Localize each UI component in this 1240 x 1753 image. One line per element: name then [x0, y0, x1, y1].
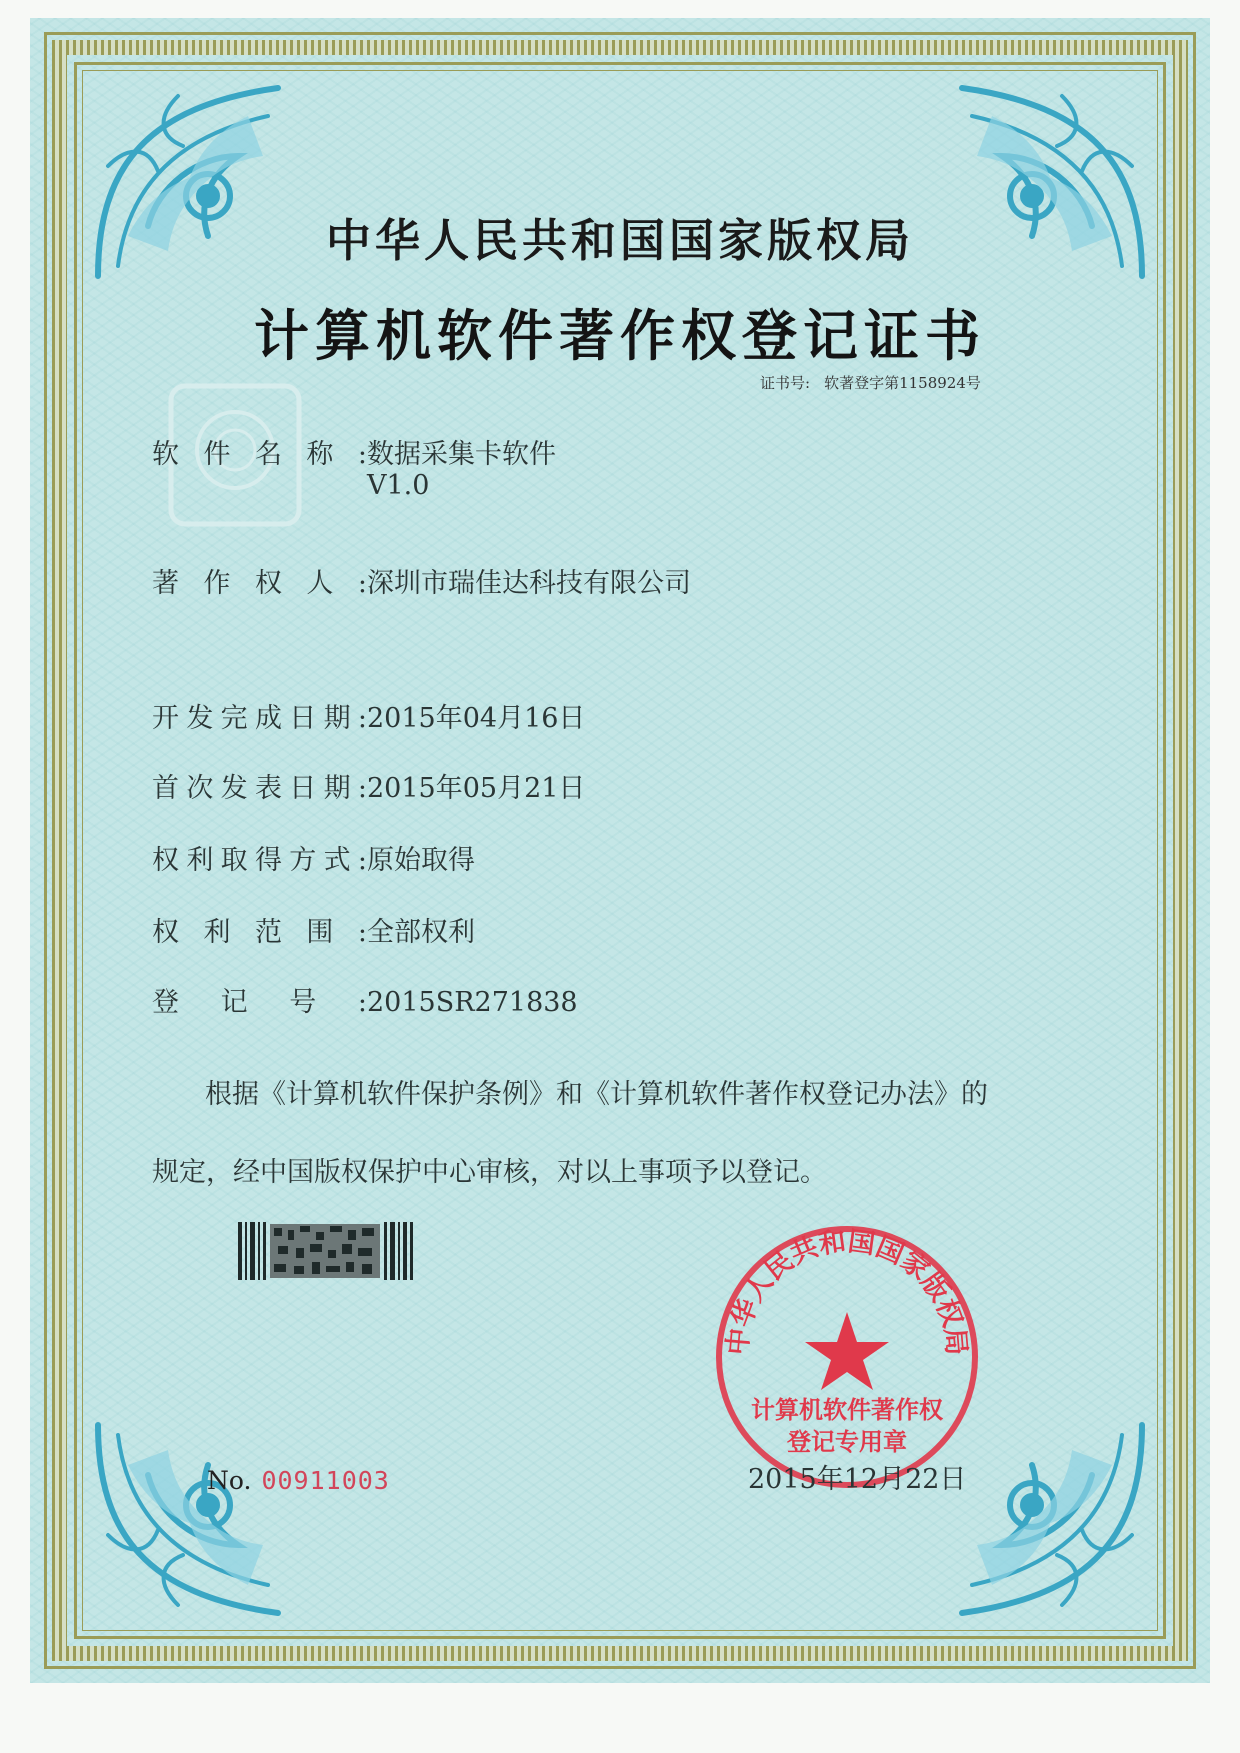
- field-label: 软件名称:: [152, 439, 367, 470]
- certificate-number: [760, 372, 981, 393]
- barcode-icon: [238, 1222, 413, 1280]
- field-reg-no: [152, 980, 578, 1019]
- corner-ornament-icon: [88, 1395, 318, 1625]
- statement-line-2: 规定，经中国版权保护中心审核，对以上事项予以登记。: [152, 1157, 827, 1188]
- field-value: 2015SR271838: [367, 987, 578, 1018]
- field-label: 登记号:: [152, 987, 367, 1018]
- certificate-number-label: 证书号:: [760, 374, 811, 392]
- field-label: 权利取得方式:: [152, 845, 367, 876]
- seal-ring-text: 中华人民共和国国家版权局: [722, 1226, 972, 1357]
- field-value: 全部权利: [367, 917, 475, 948]
- field-label: 首次发表日期:: [152, 773, 367, 804]
- field-value: 数据采集卡软件: [367, 439, 556, 470]
- serial-number-label: No.: [207, 1466, 252, 1495]
- field-value: 2015年04月16日: [367, 703, 586, 734]
- seal-line-1: 计算机软件著作权: [751, 1396, 943, 1424]
- field-value: 原始取得: [367, 845, 475, 876]
- corner-ornament-icon: [922, 76, 1152, 306]
- certificate-title: 计算机软件著作权登记证书: [253, 303, 986, 368]
- field-value: 深圳市瑞佳达科技有限公司: [367, 568, 691, 599]
- corner-ornament-icon: [88, 76, 318, 306]
- field-publish-date: [152, 766, 585, 805]
- software-version: V1.0: [367, 470, 430, 501]
- certificate-number-value: 软著登字第1158924号: [824, 374, 981, 392]
- field-software-name: [152, 432, 556, 471]
- field-value: 2015年05月21日: [367, 773, 586, 804]
- field-label: 著作权人:: [152, 568, 367, 599]
- field-acquire-method: [152, 838, 475, 877]
- serial-number: [207, 1466, 390, 1495]
- issue-date: 2015年12月22日: [748, 1464, 967, 1495]
- field-label: 权利范围:: [152, 917, 367, 948]
- field-label: 开发完成日期:: [152, 703, 367, 734]
- field-dev-date: [152, 696, 585, 735]
- field-owner: [152, 561, 691, 600]
- serial-number-value: 00911003: [261, 1466, 390, 1495]
- statement-line-1: 根据《计算机软件保护条例》和《计算机软件著作权登记办法》的: [205, 1079, 988, 1110]
- field-scope: [152, 910, 475, 949]
- seal-line-2: 登记专用章: [787, 1428, 907, 1456]
- authority-title: 中华人民共和国国家版权局: [325, 214, 914, 267]
